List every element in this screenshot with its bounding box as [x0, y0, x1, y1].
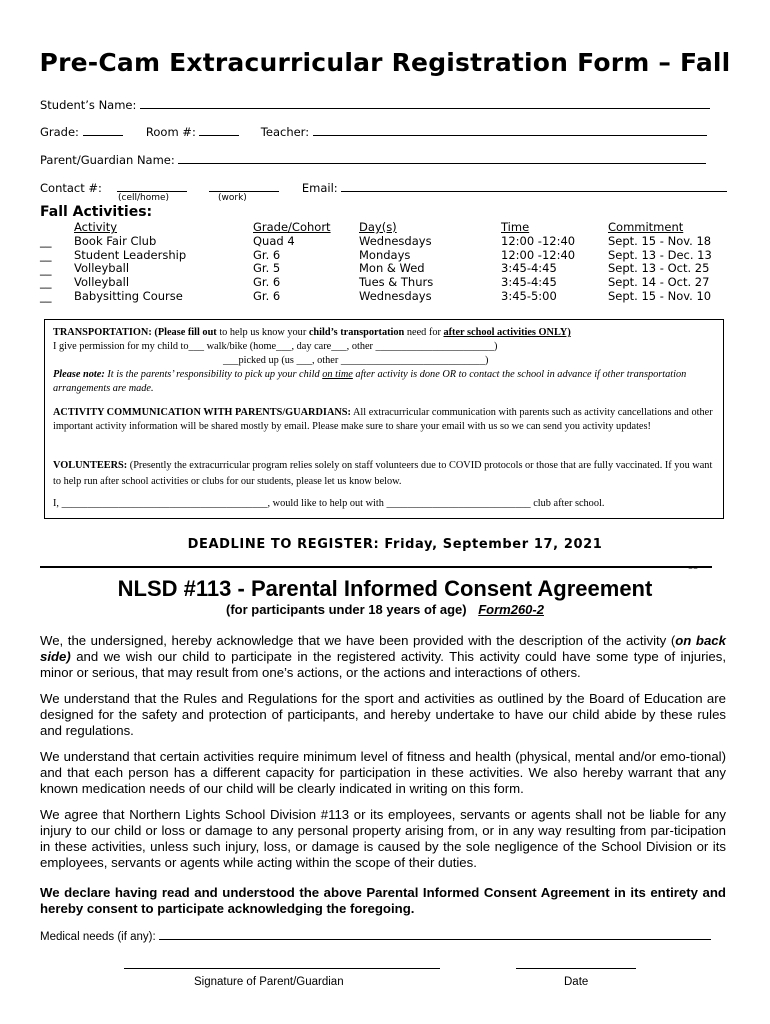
- medical-needs-label: Medical needs (if any):: [40, 931, 156, 943]
- teacher-field[interactable]: [313, 123, 707, 136]
- activity-days: Tues & Thurs: [359, 275, 434, 290]
- transportation-fill-out: (Please fill out: [154, 327, 217, 338]
- work-phone-field[interactable]: [209, 179, 279, 192]
- transportation-section: [53, 326, 717, 396]
- activity-time: 12:00 -12:40: [501, 247, 576, 262]
- activity-grade: Gr. 5: [253, 261, 281, 276]
- activity-name: Volleyball: [74, 275, 130, 290]
- teacher-label: Teacher:: [260, 125, 310, 139]
- activity-commitment: Sept. 14 - Oct. 27: [608, 275, 710, 290]
- activity-grade: Gr. 6: [253, 275, 281, 290]
- communication-text: All extracurricular communication with parents such as activity cancellations and other important activity information will be shared mostly by email. Please make sure to share your email with us so we can send you activity updates!: [53, 407, 713, 432]
- work-caption: (work): [218, 193, 247, 203]
- registration-deadline: DEADLINE TO REGISTER: Friday, September 17, 2021: [187, 537, 603, 552]
- consent-paragraph-3: [40, 749, 726, 797]
- grade-column: [253, 221, 331, 304]
- activity-grade: Gr. 6: [253, 247, 281, 262]
- volunteers-section: [53, 458, 717, 512]
- activity-checkbox[interactable]: __: [40, 289, 52, 304]
- transportation-heading: TRANSPORTATION:: [53, 327, 152, 338]
- signature-line[interactable]: [124, 958, 440, 972]
- grade-room-teacher-row: [40, 123, 707, 139]
- consent-title: NLSD #113 - Parental Informed Consent Agreement: [117, 576, 653, 601]
- divider-dash: --: [688, 560, 698, 574]
- transportation-mid: to help us know your: [219, 327, 307, 338]
- commitment-column: [608, 221, 712, 304]
- activity-commitment: Sept. 15 - Nov. 10: [608, 288, 712, 303]
- activity-checkboxes: [40, 235, 52, 304]
- consent-p4-text: We agree that Northern Lights School Division #113 or its employees, servants or agents shall not be liable for any injury to our child or loss or damage to any personal property arising from, or in any way resulting from par-ticipation in these activities, unless such injury, loss, or damage is caused by the sole negligence of the School Division or its employees, servants or agents while acting within the scope of their duties.: [40, 807, 726, 870]
- activity-checkbox[interactable]: __: [40, 234, 52, 248]
- note-text-a: It is the parents’ responsibility to pick up your child: [107, 369, 320, 380]
- activity-days: Mon & Wed: [359, 261, 425, 276]
- transportation-permission-line[interactable]: I give permission for my child to___ walk/bike (home___, day care___, other _______________________): [53, 341, 498, 352]
- consent-declaration: [40, 885, 726, 917]
- fall-activities-heading: Fall Activities:: [40, 204, 153, 220]
- consent-p1-on-back: on back side): [40, 633, 726, 664]
- activity-column-header: Activity: [74, 220, 118, 234]
- note-on-time: on time: [322, 369, 353, 380]
- form-title: Pre-Cam Extracurricular Registration Form – Fall: [39, 48, 731, 77]
- activity-days: Wednesdays: [359, 288, 432, 303]
- grade-column-header: Grade/Cohort: [253, 220, 331, 234]
- signature-label: Signature of Parent/Guardian: [194, 976, 344, 988]
- note-text-b: after activity is done OR to contact the school in advance if other transportation arrangements are made.: [53, 369, 687, 394]
- activity-column: [74, 221, 186, 304]
- student-name-field[interactable]: [140, 96, 710, 109]
- section-divider: [40, 566, 712, 568]
- transportation-need-for: need for: [406, 327, 441, 338]
- parent-row: [40, 151, 706, 167]
- commitment-column-header: Commitment: [608, 220, 684, 234]
- consent-p3-text: We understand that certain activities require minimum level of fitness and health (physical, mental and/or emo-tional) and that each person has a different capacity for participation in these activities. We also hereby warrant that any known medication needs of our child will be clearly indicated in writing on this form.: [40, 749, 726, 796]
- activity-time: 3:45-4:45: [501, 275, 557, 290]
- activity-name: Student Leadership: [74, 247, 187, 262]
- time-column-header: Time: [501, 220, 530, 234]
- volunteers-heading: VOLUNTEERS:: [53, 460, 128, 471]
- communication-section: [53, 406, 717, 434]
- cell-home-caption: (cell/home): [118, 193, 170, 203]
- parent-field[interactable]: [178, 151, 706, 164]
- student-name-row: [40, 96, 710, 112]
- activity-commitment: Sept. 13 - Dec. 13: [608, 247, 712, 262]
- cell-phone-field[interactable]: [117, 179, 187, 192]
- contact-label: Contact #:: [40, 181, 102, 195]
- volunteers-text: (Presently the extracurricular program relies solely on staff volunteers due to COVID protocols or those that are fully vaccinated. If you want to help run after school activities or clubs for our students, please let us know below.: [53, 460, 713, 487]
- activity-time: 3:45-4:45: [501, 261, 557, 276]
- activity-grade: Gr. 6: [253, 288, 281, 303]
- activity-days: Mondays: [359, 247, 411, 262]
- parent-label: Parent/Guardian Name:: [40, 153, 175, 167]
- time-column: [501, 221, 575, 304]
- activity-time: 12:00 -12:40: [501, 233, 576, 248]
- form-number: Form260-2: [478, 602, 544, 617]
- activity-checkbox[interactable]: __: [40, 247, 52, 262]
- activity-name: Book Fair Club: [74, 233, 157, 248]
- note-label: Please note:: [53, 369, 105, 380]
- email-field[interactable]: [341, 179, 727, 192]
- date-line[interactable]: [516, 958, 636, 972]
- consent-declaration-text: We declare having read and understood the above Parental Informed Consent Agreement in its entirety and hereby consent to participate acknowledging the foregoing.: [40, 885, 726, 916]
- activity-commitment: Sept. 15 - Nov. 18: [608, 233, 712, 248]
- medical-needs-field[interactable]: [159, 929, 711, 940]
- transportation-childs: child’s transportation: [308, 327, 405, 338]
- consent-p1-text-a: We, the undersigned, hereby acknowledge that we have been provided with the description of the activity (: [40, 633, 676, 648]
- date-label: Date: [564, 976, 589, 988]
- consent-p1-text-c: and we wish our child to participate in the registered activity. This activity could have some type of injuries, minor or serious, that may result from one’s actions, or the actions and interactions of others.: [40, 649, 726, 680]
- days-column-header: Day(s): [359, 220, 397, 234]
- consent-paragraph-2: [40, 691, 726, 739]
- activity-days: Wednesdays: [359, 233, 432, 248]
- activity-checkbox[interactable]: __: [40, 275, 52, 290]
- room-label: Room #:: [145, 125, 196, 139]
- consent-subtitle: [0, 602, 770, 617]
- consent-age-note: (for participants under 18 years of age): [226, 602, 467, 617]
- activity-time: 3:45-5:00: [501, 288, 557, 303]
- grade-label: Grade:: [40, 125, 79, 139]
- activity-commitment: Sept. 13 - Oct. 25: [608, 261, 710, 276]
- consent-paragraph-1: [40, 633, 726, 681]
- volunteer-signup-line[interactable]: I, ________________________________________, would like to help out with ____________________________ club after school.: [53, 498, 605, 509]
- student-name-label: Student’s Name:: [40, 98, 137, 112]
- email-label: Email:: [301, 181, 338, 195]
- transportation-after-school: after school activities ONLY): [443, 327, 571, 338]
- consent-paragraph-4: [40, 807, 726, 871]
- activity-grade: Quad 4: [253, 233, 295, 248]
- communication-heading: ACTIVITY COMMUNICATION WITH PARENTS/GUARDIANS:: [53, 407, 351, 418]
- grade-field[interactable]: [83, 123, 123, 136]
- transportation-pickup-line[interactable]: ___picked up (us ___, other ____________________________): [223, 355, 489, 366]
- transportation-info-box: [44, 319, 724, 519]
- activity-checkbox[interactable]: __: [40, 261, 52, 276]
- activity-name: Babysitting Course: [74, 288, 183, 303]
- room-field[interactable]: [199, 123, 239, 136]
- activity-name: Volleyball: [74, 261, 130, 276]
- medical-needs-row: [40, 929, 711, 943]
- consent-p2-text: We understand that the Rules and Regulations for the sport and activities as outlined by the Board of Education are designed for the safety and protection of participants, and hereby undertake to have our child abide by these rules and regulations.: [40, 691, 726, 738]
- days-column: [359, 221, 433, 304]
